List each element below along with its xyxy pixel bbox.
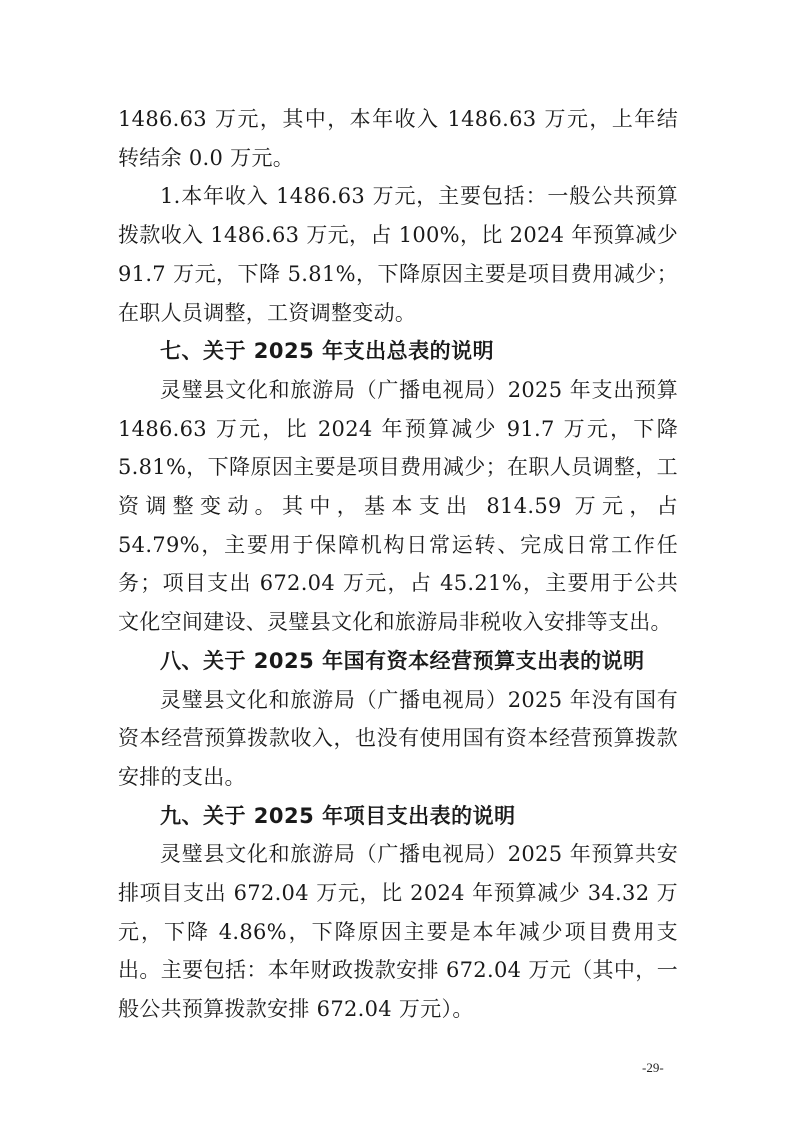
paragraph-continuation: 1486.63 万元，其中，本年收入 1486.63 万元，上年结转结余 0.0 万元。 bbox=[118, 107, 678, 170]
paragraph-state-capital: 灵璧县文化和旅游局（广播电视局）2025 年没有国有资本经营预算拨款收入，也没有使用国有资本经营预算拨款安排的支出。 bbox=[118, 687, 678, 789]
page-number: -29- bbox=[642, 1060, 664, 1075]
section-heading-8: 八、关于 2025 年国有资本经营预算支出表的说明 bbox=[160, 648, 645, 673]
section-heading-7: 七、关于 2025 年支出总表的说明 bbox=[160, 339, 495, 364]
paragraph-expenditure-total: 灵璧县文化和旅游局（广播电视局）2025 年支出预算 1486.63 万元，比 2024 年预算减少 91.7 万元，下降 5.81%，下降原因主要是项目费用减少；在职人员调整，工资调整变动。其中，基本支出 814.59 万元，占 54.79%，主要用于保障机构日常运转、完成日常工作任务；项目支出 672.04 万元，占 45.21%，主要用于公共文化空间建设、灵璧县文化和旅游局非税收入安排等支出。 bbox=[118, 377, 678, 635]
body-text bbox=[118, 100, 678, 1029]
paragraph-project-expenditure: 灵璧县文化和旅游局（广播电视局）2025 年预算共安排项目支出 672.04 万元，比 2024 年预算减少 34.32 万元，下降 4.86%，下降原因主要是本年减少项目费用支出。主要包括：本年财政拨款安排 672.04 万元（其中，一般公共预算拨款安排 672.04 万元）。 bbox=[118, 842, 678, 1022]
paragraph-income: 1.本年收入 1486.63 万元，主要包括：一般公共预算拨款收入 1486.63 万元，占 100%，比 2024 年预算减少 91.7 万元，下降 5.81%，下降原因主要是项目费用减少；在职人员调整，工资调整变动。 bbox=[118, 184, 678, 325]
section-heading-9: 九、关于 2025 年项目支出表的说明 bbox=[160, 803, 516, 828]
